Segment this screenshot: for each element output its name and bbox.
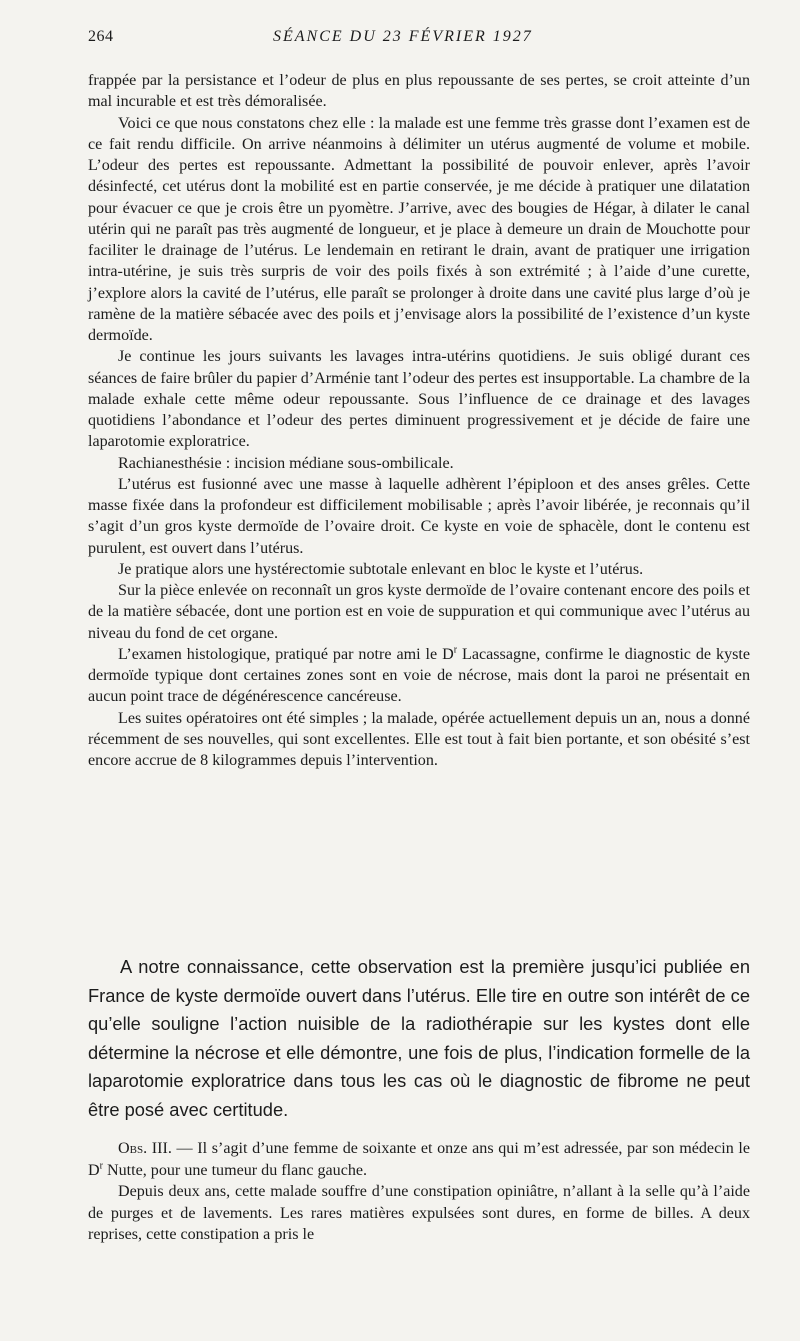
doctor-abbrev-sup: r: [453, 644, 458, 656]
paragraph-followup: Les suites opératoires ont été simples ; la malade, opérée actuellement depuis un an, nous a donné récemment de ses nouvelles, qui sont excellentes. Elle est tout à fait bien portante, et son obésité s’est encore accrue de 8 kilogrammes depuis l’intervention.: [88, 709, 750, 769]
histology-text-start: L’examen histologique, pratiqué par notre ami le D: [118, 645, 454, 663]
observation-doctor-sup: r: [99, 1160, 103, 1172]
running-title: SÉANCE DU 23 FÉVRIER 1927: [273, 28, 533, 45]
histology-text-end: Lacassagne, confirme le diagnostic de kyste dermoïde typique dont certaines zones sont en voie de nécrose, mais dont la paroi ne présentait en aucun point trace de dégénérescence cancéreuse.: [88, 645, 750, 706]
paragraph-operative-findings: L’utérus est fusionné avec une masse à laquelle adhèrent l’épiploon et des anses grêles. Cette masse fixée dans la profondeur est difficilement mobilisable ; après l’avoir libérée, je reconnais qu’il s’agit d’un gros kyste dermoïde de l’ovaire droit. Ce kyste en voie de sphacèle, dont le contenu est purulent, est ouvert dans l’utérus.: [88, 475, 750, 557]
page-number: 264: [88, 28, 114, 45]
paragraph-hysterectomy: Je pratique alors une hystérectomie subtotale enlevant en bloc le kyste et l’utérus.: [118, 560, 644, 578]
observation-lead-start: — Il s’agit d’une femme de soixante et onze ans qui m’est adressée, par son médecin le D: [88, 1140, 750, 1179]
observation-lead-end: Nutte, pour une tumeur du flanc gauche.: [102, 1161, 368, 1179]
running-header: [88, 28, 756, 52]
conclusion-paragraph: A notre connaissance, cette observation est la première jusqu’ici publiée en France de kyste dermoïde ouvert dans l’utérus. Elle tire en outre son intérêt de ce qu’elle souligne l’action nuisible de la radiothérapie sur les kystes dont elle détermine la nécrose et elle démontre, une fois de plus, l’indication formelle de la laparotomie exploratrice dans tous les cas où le diagnostic de fibrome ne peut être posé avec certitude.: [88, 956, 750, 1120]
paragraph-continuation: frappée par la persistance et l’odeur de plus en plus repoussante de ses pertes, se croit atteinte d’un mal incurable et est très démoralisée.: [88, 72, 750, 111]
paragraph-lavages: Je continue les jours suivants les lavages intra-utérins quotidiens. Je suis obligé durant ces séances de faire brûler du papier d’Arménie tant l’odeur des pertes est insupportable. La chambre de la malade exhale cette même odeur repoussante. Sous l’influence de ce drainage et des lavages quotidiens l’abondance et l’odeur des pertes diminuent progressivement et je décide de faire une laparotomie exploratrice.: [88, 348, 750, 451]
observation-block: [88, 1138, 750, 1246]
paragraph-histology: [88, 644, 750, 708]
case-report-body: [88, 70, 750, 771]
paragraph-specimen: Sur la pièce enlevée on reconnaît un gros kyste dermoïde de l’ovaire contenant encore des poils et de la matière sébacée, dont une portion est en voie de suppuration et qui communique avec l’utérus au niveau du fond de cet organe.: [88, 582, 750, 642]
paragraph-anesthesia: Rachianesthésie : incision médiane sous-ombilicale.: [118, 454, 454, 472]
observation-lead: [88, 1138, 750, 1181]
paragraph-examination: Voici ce que nous constatons chez elle : la malade est une femme très grasse dont l’examen est de ce fait rendu difficile. On arrive néanmoins à délimiter un utérus augmenté de volume et mobile. L’odeur des pertes est repoussante. Admettant la possibilité de pouvoir enlever, après l’avoir désinfecté, cet utérus dont la mobilité est en partie conservée, je me décide à pratiquer une dilatation pour évacuer ce que je crois être un pyomètre. J’arrive, avec des bougies de Hégar, à dilater le canal utérin qui ne paraît pas très augmenté de longueur, et je place à demeure un drain de Mouchotte pour faciliter le drainage de l’utérus. Le lendemain en retirant le drain, avant de pratiquer une irrigation intra-utérine, je suis très surpris de voir des poils fixés à son extrémité ; à l’aide d’une curette, j’explore alors la cavité de l’utérus, elle paraît se prolonger à droite dans une cavité plus large d’où je ramène de la matière sébacée avec des poils et j’envisage alors la possibilité de l’existence d’un kyste dermoïde.: [88, 114, 750, 344]
observation-continuation: Depuis deux ans, cette malade souffre d’une constipation opiniâtre, n’allant à la selle qu’à l’aide de purges et de lavements. Les rares matières expulsées sont dures, en forme de billes. A deux reprises, cette constipation a pris le: [88, 1183, 750, 1243]
observation-label: Obs. III.: [118, 1140, 172, 1157]
conclusion-block: [88, 953, 750, 1124]
